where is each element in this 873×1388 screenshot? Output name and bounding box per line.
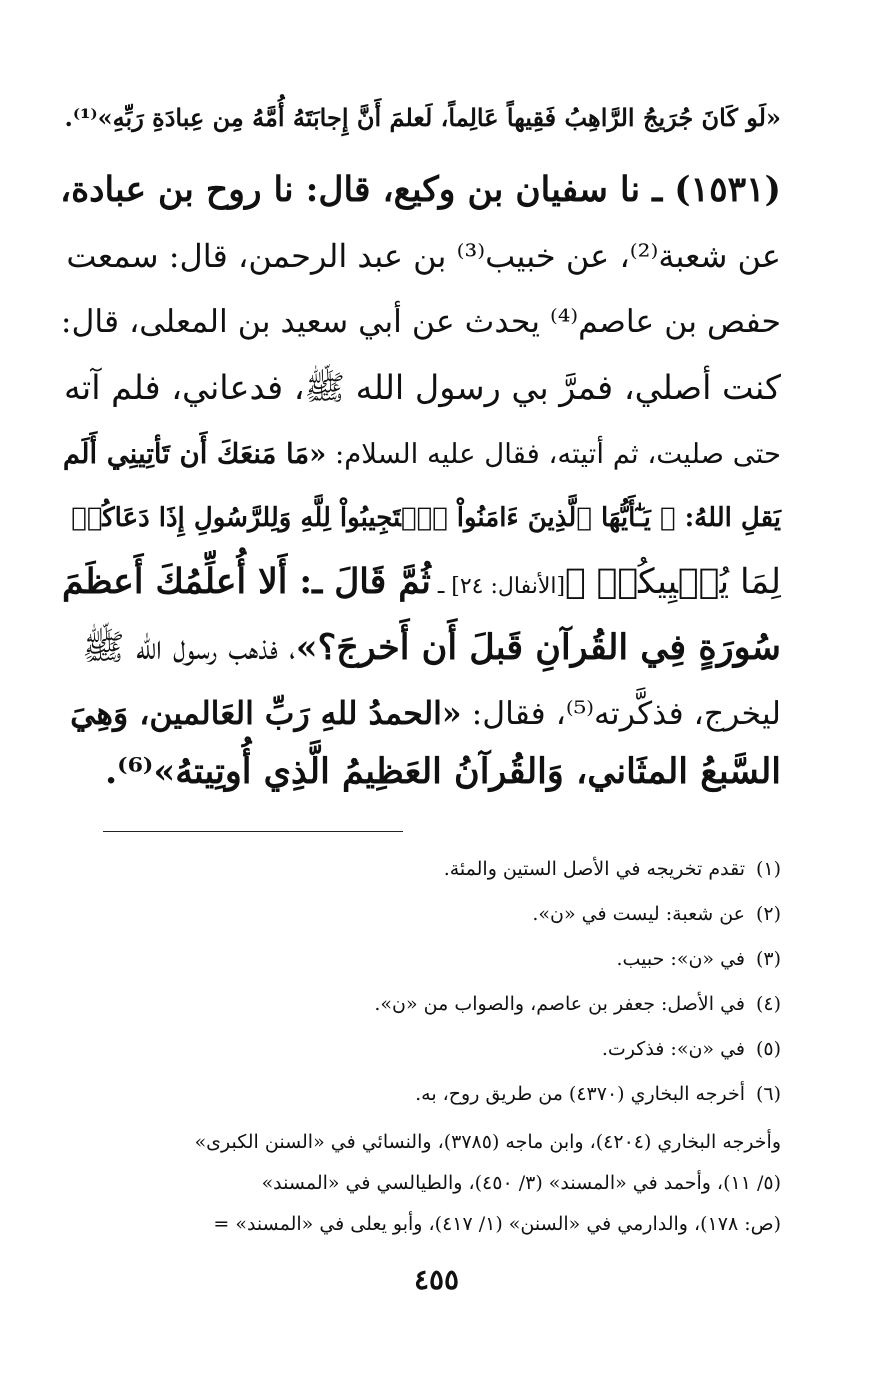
hadith-line-4: كنت أصلي، فمرَّ بي رسول الله ﷺ، فدعاني، فلم آته [63,368,781,407]
footnote-continuation-line: (٥/ ١١)، وأحمد في «المسند» (٣/ ٤٥٠)، والطيالسي في «المسند» [261,1172,781,1194]
footnote-text: أخرجه البخاري (٤٣٧٠) من طريق روح، به. [415,1083,745,1105]
hadith-line-9-text: ليخرج، فذكَّرته⁽⁵⁾، فقال: [461,696,781,732]
hadith-line-8 [61,618,781,678]
hadith-line-6-quran-verse: يَقلِ اللهُ: ﴿ يَـٰٓأَيُّهَا ٱلَّذِينَ ءَامَنُواْ ٱسۡتَجِيبُواْ لِلَّهِ وَلِلرَّسُولِ إِذَا دَعَاكُمۡ [71,503,781,533]
footnote-number: (٢) [755,903,781,925]
footnote-continuation-line: وأخرجه البخاري (٤٢٠٤)، وابن ماجه (٣٧٨٥)، والنسائي في «السنن الكبرى» [194,1131,781,1153]
footnote-number: (١) [755,858,781,880]
hadith-line-3: حفص بن عاصم⁽⁴⁾ يحدث عن أبي سعيد بن المعلى، قال: [60,304,781,340]
footnote-text: في «ن»: فذكرت. [601,1038,745,1060]
footnote-text: عن شعبة: ليست في «ن». [532,903,745,925]
footnote-6 [61,1077,781,1111]
footnote-3 [61,942,781,976]
hadith-line-9 [61,684,781,744]
hadith-line-1 [61,160,781,220]
hadith-line-7 [61,552,781,617]
footnote-text: في «ن»: حبيب. [616,948,745,970]
verse-reference: [الأنفال: ٢٤] ـ [430,574,566,599]
footnote-number: (٤) [755,993,781,1015]
footnote-separator [103,831,403,832]
footnote-4 [61,987,781,1021]
hadith-line-5-text: حتى صليت، ثم أتيته، فقال عليه السلام: [326,438,781,470]
hadith-line-8-text: ، فذهب رسول الله ﷺ [82,628,296,668]
prophetic-speech: «مَا مَنعَكَ أَن تَأتِينِي أَلَم [62,438,327,470]
prophetic-speech-3: سُورَةٍ فِي القُرآنِ قَبلَ أَن أَخرجَ؟» [295,627,781,668]
footnote-text: تقدم تخريجه في الأصل الستين والمئة. [443,858,745,880]
footnote-number: (٣) [755,948,781,970]
hadith-line-10: السَّبعُ المثَاني، وَالقُرآنُ العَظِيمُ الَّذِي أُوتِيتهُ»⁽⁶⁾. [104,751,781,792]
footnote-number: (٦) [755,1083,781,1105]
prophetic-speech-4: «الحمدُ للهِ رَبِّ العَالمين، وَهِيَ [70,695,462,732]
page-number: ٤٥٥ [413,1263,460,1296]
quran-verse-end: لِمَا يُحۡيِيكُمۡ ﴾ [565,562,781,602]
footnote-number: (٥) [755,1038,781,1060]
top-quote: «لَو كَانَ جُرَيجُ الرَّاهِبُ فَقِيهاً عَالِماً، لَعلمَ أَنَّ إِجابَتَهُ أُمَّهُ مِن عِبادَةِ رَبِّهِ»⁽¹⁾. [64,103,781,132]
footnote-2 [61,897,781,931]
footnote-continuation-line: (ص: ١٧٨)، والدارمي في «السنن» (١/ ٤١٧)، وأبو يعلى في «المسند» = [213,1213,781,1235]
footnote-text: في الأصل: جعفر بن عاصم، والصواب من «ن». [374,993,745,1015]
prophetic-speech-2: ثُمَّ قَالَ ـ: أَلا أُعلِّمُكَ أَعظَمَ [62,562,431,602]
footnote-1 [61,852,781,886]
hadith-line-2: عن شعبة⁽²⁾، عن خبيب⁽³⁾ بن عبد الرحمن، قال: سمعت [66,237,781,275]
hadith-number-and-chain: (١٥٣١) ـ نا سفيان بن وكيع، قال: نا روح بن عبادة، [59,170,781,210]
footnote-5 [61,1032,781,1066]
hadith-line-5 [61,424,781,484]
